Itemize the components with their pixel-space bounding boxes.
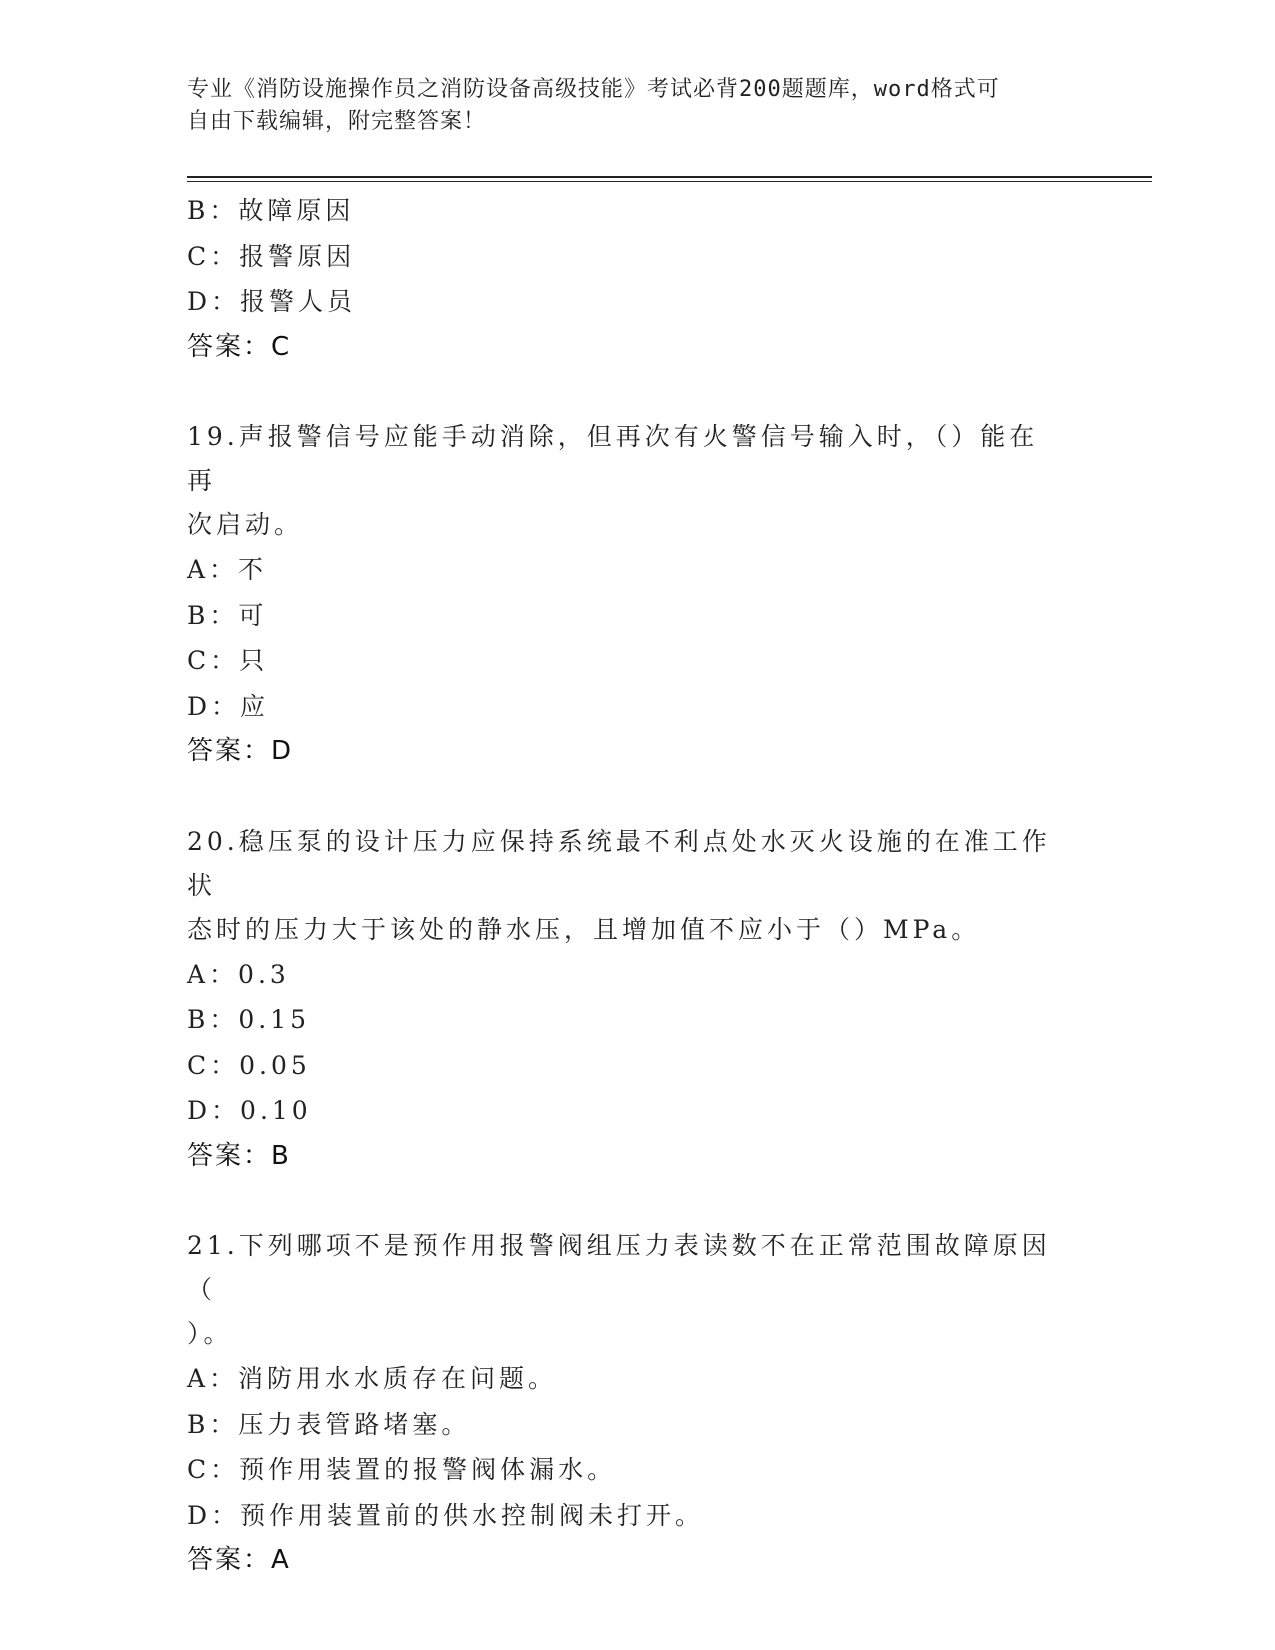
question-stem-line: 19.声报警信号应能手动消除，但再次有火警信号输入时，（）能在再 (187, 422, 1039, 495)
answer-line: 答案：B (187, 1140, 291, 1171)
document-header (187, 74, 1067, 138)
option-d: D：0.10 (187, 1096, 312, 1125)
question-stem-line: 态时的压力大于该处的静水压，且增加值不应小于（）MPa。 (187, 914, 981, 944)
option-a: A：消防用水水质存在问题。 (187, 1364, 558, 1393)
question-partial (187, 188, 1067, 370)
option-a: A：不 (187, 555, 268, 584)
option-b: B：压力表管路堵塞。 (187, 1409, 471, 1439)
answer-line: 答案：A (187, 1545, 291, 1575)
spacer (187, 775, 1067, 820)
answer-line: 答案：D (187, 736, 294, 766)
question-list (187, 188, 1067, 1584)
question-stem-line: ）。 (187, 1319, 233, 1348)
question-19 (187, 415, 1067, 775)
header-line-2: 自由下载编辑，附完整答案！ (187, 109, 487, 134)
header-rule-thin (187, 181, 1152, 182)
header-line-1: 专业《消防设施操作员之消防设备高级技能》考试必背200题题库，word格式可 (187, 77, 1000, 102)
option-c: C：报警原因 (187, 241, 356, 271)
option-b: B：0.15 (187, 1005, 311, 1034)
header-rule-thick (187, 176, 1152, 178)
question-21 (187, 1224, 1067, 1584)
question-stem-line: 20.稳压泵的设计压力应保持系统最不利点处水灭火设施的在准工作状 (187, 826, 1051, 900)
answer-line: 答案：C (187, 331, 292, 362)
spacer (187, 1179, 1067, 1224)
option-a: A：0.3 (187, 959, 290, 989)
option-d: D：预作用装置前的供水控制阀未打开。 (187, 1500, 705, 1530)
question-20 (187, 820, 1067, 1180)
option-b: B：可 (187, 600, 268, 630)
option-c: C：只 (187, 646, 269, 675)
option-b: B：故障原因 (187, 196, 355, 225)
spacer (187, 370, 1067, 415)
option-d: D：应 (187, 691, 270, 721)
option-c: C：预作用装置的报警阀体漏水。 (187, 1455, 617, 1484)
option-d: D：报警人员 (187, 287, 357, 316)
question-stem-line: 次启动。 (187, 510, 304, 539)
option-c: C：0.05 (187, 1050, 311, 1080)
question-stem-line: 21.下列哪项不是预作用报警阀组压力表读数不在正常范围故障原因（ (187, 1231, 1051, 1304)
